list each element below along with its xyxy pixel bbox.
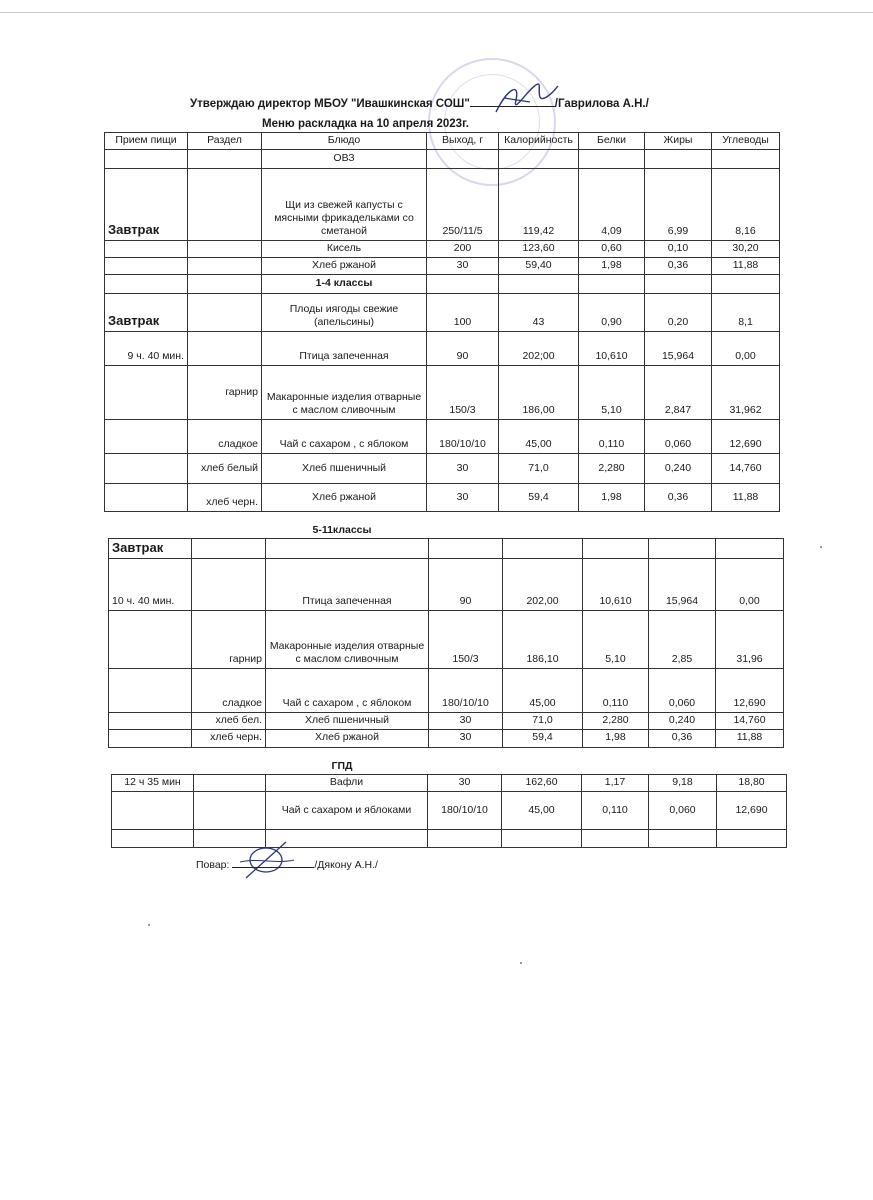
carbs-cell: 30,20 <box>712 241 780 258</box>
dish-cell: Макаронные изделия отварные с маслом сливочным <box>266 611 429 669</box>
output-cell: 100 <box>427 294 499 332</box>
dish-cell: Птица запеченная <box>266 559 429 611</box>
carbs-cell: 11,88 <box>712 258 780 275</box>
fat-cell: 2,85 <box>649 611 716 669</box>
calories-cell: 59,40 <box>499 258 579 275</box>
protein-cell: 5,10 <box>579 366 645 420</box>
output-cell: 30 <box>427 454 499 484</box>
output-cell: 90 <box>429 559 503 611</box>
calories-cell: 45,00 <box>502 792 582 830</box>
protein-cell: 0,110 <box>579 420 645 454</box>
dish-cell: Птица запеченная <box>262 332 427 366</box>
carbs-cell: 18,80 <box>717 775 787 792</box>
section-cell <box>188 332 262 366</box>
meal-time: 12 ч 35 мин <box>112 775 194 792</box>
cook-line <box>196 858 378 871</box>
col-output: Выход, г <box>427 133 499 150</box>
meal-label: Завтрак <box>105 294 188 332</box>
dish-cell: Чай с сахаром и яблоками <box>266 792 428 830</box>
fat-cell: 15,964 <box>645 332 712 366</box>
fat-cell: 0,060 <box>649 792 717 830</box>
carbs-cell: 12,690 <box>716 669 784 713</box>
menu-table-grades2 <box>108 538 784 748</box>
table-row <box>105 294 780 332</box>
protein-cell: 4,09 <box>579 169 645 241</box>
fat-cell: 0,36 <box>645 258 712 275</box>
calories-cell: 162,60 <box>502 775 582 792</box>
carbs-cell: 0,00 <box>712 332 780 366</box>
fat-cell: 0,060 <box>645 420 712 454</box>
output-cell: 150/3 <box>429 611 503 669</box>
dish-cell: Щи из свежей капусты с мясными фрикадельками со сметаной <box>262 169 427 241</box>
table-row <box>112 830 787 848</box>
protein-cell: 1,98 <box>583 730 649 747</box>
table-row <box>105 332 780 366</box>
protein-cell: 10,610 <box>583 559 649 611</box>
dish-cell: Макаронные изделия отварные с маслом сливочным <box>262 366 427 420</box>
dish-cell: Плоды иягоды свежие (апельсины) <box>262 294 427 332</box>
dish-cell: Чай с сахаром , с яблоком <box>266 669 429 713</box>
protein-cell: 0,110 <box>583 669 649 713</box>
calories-cell: 45,00 <box>503 669 583 713</box>
protein-cell: 1,17 <box>582 775 649 792</box>
calories-cell: 43 <box>499 294 579 332</box>
calories-cell: 202;00 <box>499 332 579 366</box>
dish-cell: Хлеб ржаной <box>262 484 427 512</box>
output-cell: 250/11/5 <box>427 169 499 241</box>
menu-table-main <box>104 132 780 512</box>
table-row <box>112 775 787 792</box>
carbs-cell: 12,690 <box>717 792 787 830</box>
section-cell: хлеб бел. <box>192 713 266 730</box>
grades1-label-row <box>105 275 780 294</box>
calories-cell: 71,0 <box>503 713 583 730</box>
protein-cell: 0,110 <box>582 792 649 830</box>
table-row <box>109 559 784 611</box>
fat-cell: 15,964 <box>649 559 716 611</box>
fat-cell: 0,10 <box>645 241 712 258</box>
fat-cell: 6,99 <box>645 169 712 241</box>
approval-prefix: Утверждаю директор МБОУ "Ивашкинская СОШ" <box>190 98 470 110</box>
scan-speck <box>148 924 150 926</box>
carbs-cell: 31,962 <box>712 366 780 420</box>
output-cell: 180/10/10 <box>427 420 499 454</box>
output-cell: 200 <box>427 241 499 258</box>
section-cell: сладкое <box>192 669 266 713</box>
signature-line <box>470 96 555 107</box>
ovz-label-row <box>105 150 780 169</box>
section-cell: гарнир <box>192 611 266 669</box>
calories-cell: 59,4 <box>503 730 583 747</box>
carbs-cell: 11,88 <box>716 730 784 747</box>
col-dish: Блюдо <box>262 133 427 150</box>
calories-cell: 59,4 <box>499 484 579 512</box>
calories-cell: 123,60 <box>499 241 579 258</box>
table-row <box>105 366 780 420</box>
protein-cell: 2,280 <box>583 713 649 730</box>
fat-cell: 0,240 <box>649 713 716 730</box>
carbs-cell: 8,1 <box>712 294 780 332</box>
output-cell: 150/3 <box>427 366 499 420</box>
col-meal: Прием пищи <box>105 133 188 150</box>
table-row <box>109 669 784 713</box>
section-cell: хлеб черн. <box>188 484 262 512</box>
output-cell: 30 <box>428 775 502 792</box>
menu-table-gpd <box>111 774 787 848</box>
approval-line <box>190 96 649 110</box>
carbs-cell: 14,760 <box>716 713 784 730</box>
table-row <box>105 169 780 241</box>
col-fat: Жиры <box>645 133 712 150</box>
director-name: /Гаврилова А.Н./ <box>554 98 649 110</box>
calories-cell: 119,42 <box>499 169 579 241</box>
fat-cell: 0,36 <box>649 730 716 747</box>
meal-time: 9 ч. 40 мин. <box>105 332 188 366</box>
gpd-label: ГПД <box>331 760 353 772</box>
output-cell: 180/10/10 <box>429 669 503 713</box>
table-row <box>109 539 784 559</box>
section-cell: гарнир <box>188 366 262 420</box>
ovz-label: ОВЗ <box>262 150 427 169</box>
scan-speck <box>520 962 522 964</box>
protein-cell: 0,90 <box>579 294 645 332</box>
dish-cell: Хлеб ржаной <box>262 258 427 275</box>
section-cell: хлеб белый <box>188 454 262 484</box>
carbs-cell: 11,88 <box>712 484 780 512</box>
calories-cell: 202,00 <box>503 559 583 611</box>
output-cell: 90 <box>427 332 499 366</box>
output-cell: 180/10/10 <box>428 792 502 830</box>
fat-cell: 0,060 <box>649 669 716 713</box>
meal-label: Завтрак <box>105 169 188 241</box>
fat-cell: 0,20 <box>645 294 712 332</box>
carbs-cell: 8,16 <box>712 169 780 241</box>
output-cell: 30 <box>427 258 499 275</box>
table-row <box>112 792 787 830</box>
output-cell: 30 <box>429 713 503 730</box>
calories-cell: 186,10 <box>503 611 583 669</box>
section-cell <box>192 559 266 611</box>
meal-label: Завтрак <box>109 539 192 559</box>
table-row <box>105 420 780 454</box>
calories-cell: 186,00 <box>499 366 579 420</box>
calories-cell: 71,0 <box>499 454 579 484</box>
dish-cell: Кисель <box>262 241 427 258</box>
fat-cell: 0,36 <box>645 484 712 512</box>
cook-label: Повар: <box>196 859 230 871</box>
grades2-label: 5-11классы <box>312 524 372 536</box>
document-title: Меню раскладка на 10 апреля 2023г. <box>262 118 469 130</box>
table-row <box>105 484 780 512</box>
protein-cell: 2,280 <box>579 454 645 484</box>
column-header-row <box>105 133 780 150</box>
scan-speck <box>820 546 822 548</box>
carbs-cell: 12,690 <box>712 420 780 454</box>
table-row <box>105 454 780 484</box>
dish-cell: Хлеб ржаной <box>266 730 429 747</box>
protein-cell: 1,98 <box>579 484 645 512</box>
meal-time: 10 ч. 40 мин. <box>109 559 192 611</box>
grades1-label: 1-4 классы <box>262 275 427 294</box>
scan-edge-line <box>0 12 873 13</box>
dish-cell: Чай с сахаром , с яблоком <box>262 420 427 454</box>
col-calories: Калорийность <box>499 133 579 150</box>
fat-cell: 9,18 <box>649 775 717 792</box>
table-row <box>109 730 784 747</box>
dish-cell: Хлеб пшеничный <box>262 454 427 484</box>
table-row <box>105 258 780 275</box>
dish-cell: Вафли <box>266 775 428 792</box>
table-row <box>105 241 780 258</box>
carbs-cell: 0,00 <box>716 559 784 611</box>
protein-cell: 1,98 <box>579 258 645 275</box>
protein-cell: 5,10 <box>583 611 649 669</box>
col-carbs: Углеводы <box>712 133 780 150</box>
protein-cell: 10,610 <box>579 332 645 366</box>
table-row <box>109 713 784 730</box>
carbs-cell: 14,760 <box>712 454 780 484</box>
dish-cell: Хлеб пшеничный <box>266 713 429 730</box>
protein-cell: 0,60 <box>579 241 645 258</box>
section-cell: сладкое <box>188 420 262 454</box>
cook-signature-line <box>232 858 314 868</box>
col-protein: Белки <box>579 133 645 150</box>
fat-cell: 0,240 <box>645 454 712 484</box>
section-cell: хлеб черн. <box>192 730 266 747</box>
output-cell: 30 <box>427 484 499 512</box>
calories-cell: 45,00 <box>499 420 579 454</box>
table-row <box>109 611 784 669</box>
col-section: Раздел <box>188 133 262 150</box>
fat-cell: 2,847 <box>645 366 712 420</box>
cook-name: /Дякону А.Н./ <box>314 859 378 871</box>
output-cell: 30 <box>429 730 503 747</box>
carbs-cell: 31,96 <box>716 611 784 669</box>
